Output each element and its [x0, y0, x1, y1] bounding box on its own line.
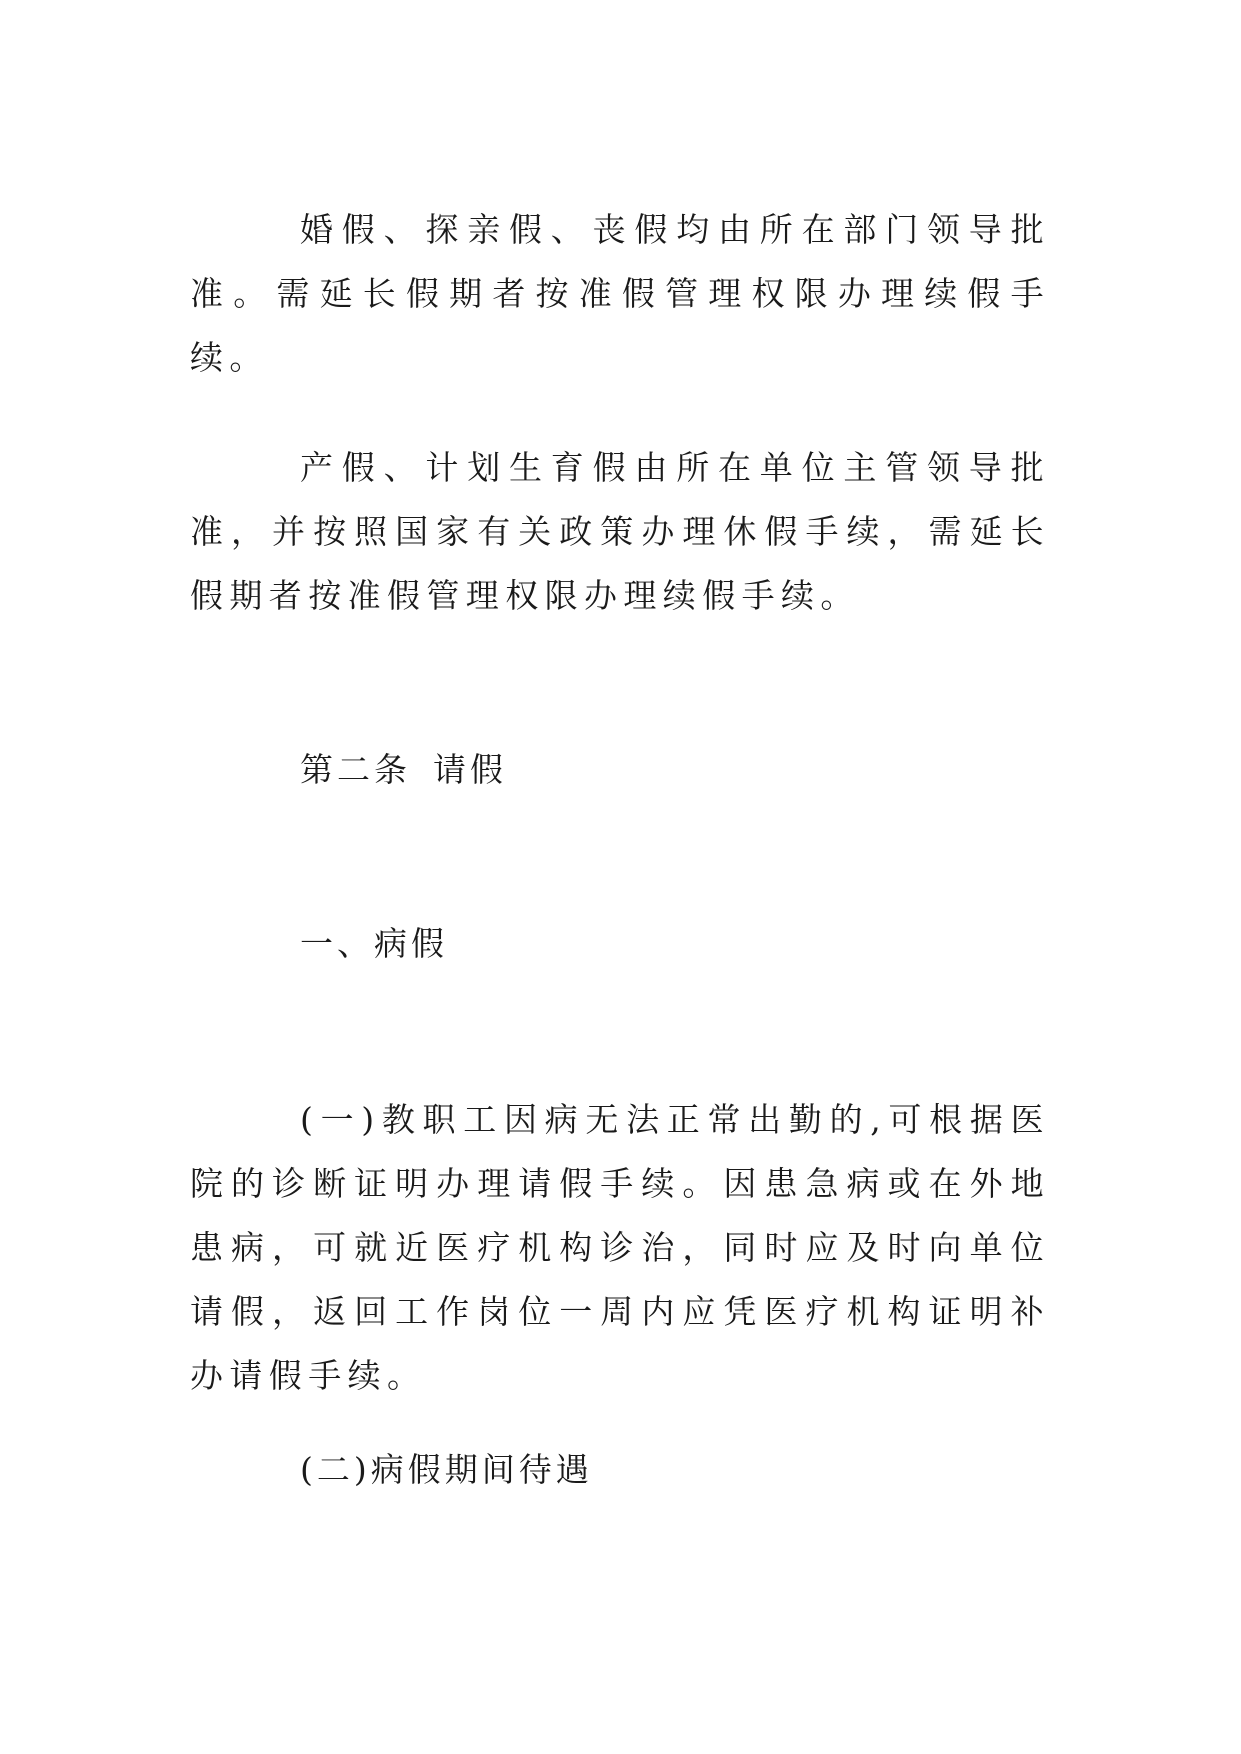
paragraph-marriage-leave: 婚假、探亲假、丧假均由所在部门领导批准。需延长假期者按准假管理权限办理续假手续。 [190, 210, 1050, 377]
paragraph-maternity-leave: 产假、计划生育假由所在单位主管领导批准，并按照国家有关政策办理休假手续，需延长假期者按准假管理权限办理续假手续。 [190, 448, 1050, 615]
section-heading-sick-leave: 一、病假 [300, 924, 448, 963]
subsection-heading-sick-leave-benefits: (二)病假期间待遇 [300, 1450, 593, 1489]
article-heading [300, 738, 507, 802]
article-number: 第二条 [300, 750, 411, 789]
paragraph-sick-leave-procedure: (一)教职工因病无法正常出勤的,可根据医院的诊断证明办理请假手续。因患急病或在外地患病，可就近医疗机构诊治，同时应及时向单位请假，返回工作岗位一周内应凭医疗机构证明补办请假手续。 [190, 1100, 1050, 1395]
article-title: 请假 [433, 750, 507, 789]
